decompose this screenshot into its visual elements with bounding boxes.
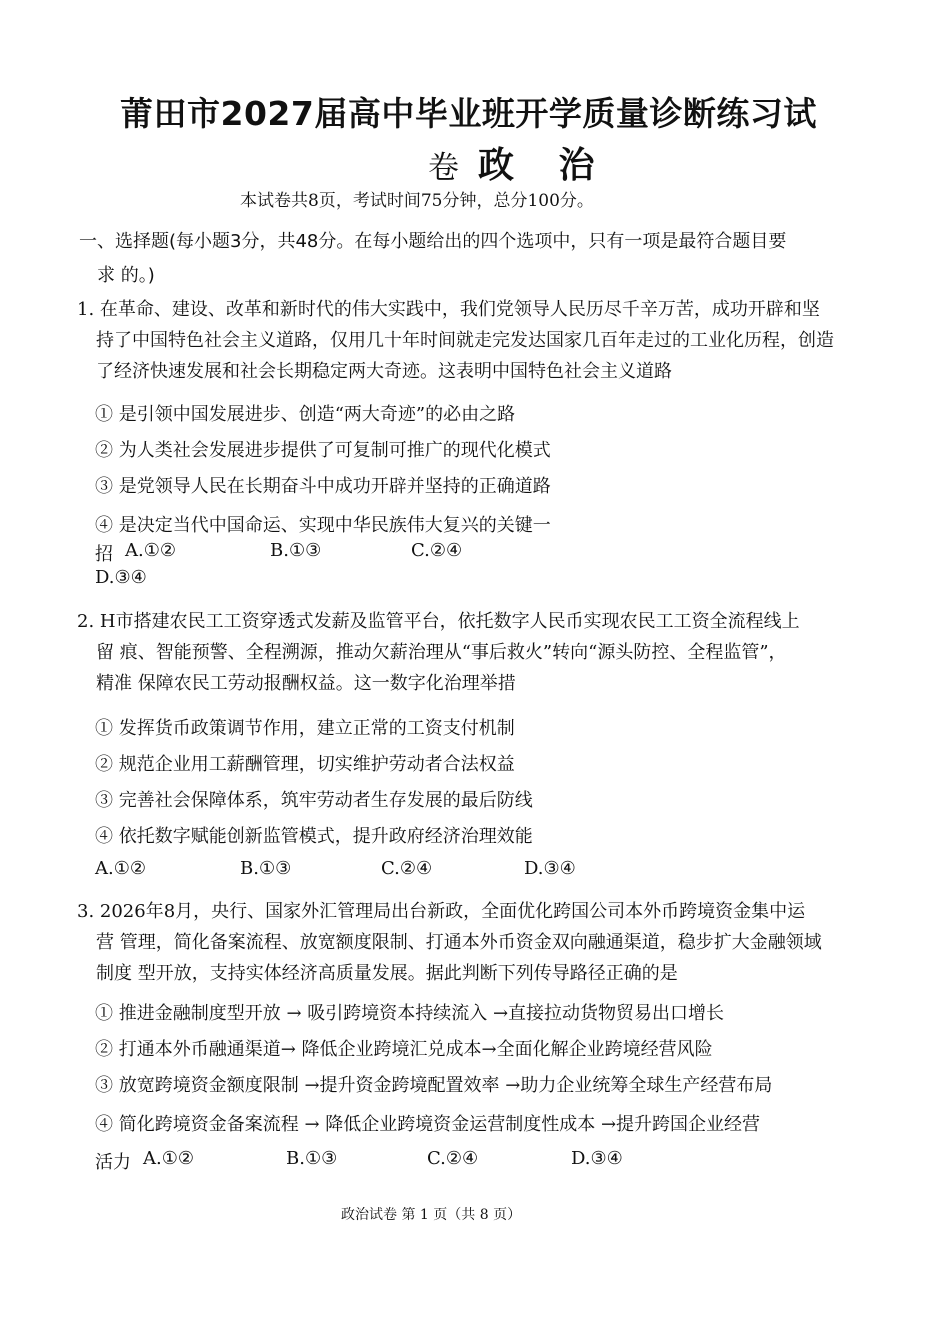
question-1-option-2: ② 为人类社会发展进步提供了可复制可推广的现代化模式 bbox=[95, 440, 551, 461]
question-2-answer-c[interactable]: C.②④ bbox=[381, 858, 433, 879]
question-1-stem-line: 1. 在革命、建设、改革和新时代的伟大实践中，我们党领导人民历尽千辛万苦，成功开辟和坚 bbox=[77, 299, 820, 320]
question-3-stem-line: 营 管理，简化备案流程、放宽额度限制、打通本外币资金双向融通渠道，稳步扩大金融领域 bbox=[96, 932, 822, 953]
question-3-option-3: ③ 放宽跨境资金额度限制 →提升资金跨境配置效率 →助力企业统筹全球生产经营布局 bbox=[95, 1075, 773, 1096]
question-1-answer-d[interactable]: D.③④ bbox=[95, 567, 147, 588]
question-3-answer-c[interactable]: C.②④ bbox=[427, 1148, 479, 1169]
question-2-option-2: ② 规范企业用工薪酬管理，切实维护劳动者合法权益 bbox=[95, 754, 515, 775]
question-3-option-2: ② 打通本外币融通渠道→ 降低企业跨境汇兑成本→全面化解企业跨境经营风险 bbox=[95, 1039, 713, 1060]
question-3-stem-line: 制度 型开放，支持实体经济高质量发展。据此判断下列传导路径正确的是 bbox=[96, 963, 678, 984]
question-3-option-1: ① 推进金融制度型开放 → 吸引跨境资本持续流入 →直接拉动货物贸易出口增长 bbox=[95, 1003, 725, 1024]
question-1-stem-line: 了经济快速发展和社会长期稳定两大奇迹。这表明中国特色社会主义道路 bbox=[96, 361, 672, 382]
exam-info: 本试卷共8页，考试时间75分钟，总分100分。 bbox=[240, 191, 594, 211]
question-3-answer-d[interactable]: D.③④ bbox=[571, 1148, 623, 1169]
question-1-option-4: ④ 是决定当代中国命运、实现中华民族伟大复兴的关键一 bbox=[95, 515, 551, 536]
question-2-answer-b[interactable]: B.①③ bbox=[240, 858, 292, 879]
question-1-answer-b[interactable]: B.①③ bbox=[270, 540, 322, 561]
question-2-answer-a[interactable]: A.①② bbox=[95, 858, 146, 879]
question-1-option-3: ③ 是党领导人民在长期奋斗中成功开辟并坚持的正确道路 bbox=[95, 476, 551, 497]
question-2-answer-d[interactable]: D.③④ bbox=[524, 858, 576, 879]
question-1-answer-c[interactable]: C.②④ bbox=[411, 540, 463, 561]
exam-title-line1: 莆田市2027届高中毕业班开学质量诊断练习试 bbox=[120, 94, 817, 133]
question-1-stem-line: 持了中国特色社会主义道路，仅用几十年时间就走完发达国家几百年走过的工业化历程，创造 bbox=[96, 330, 834, 351]
question-3-answer-a[interactable]: A.①② bbox=[143, 1148, 194, 1169]
section-heading-cont: 求 的。) bbox=[97, 265, 155, 286]
question-3-stem-line: 3. 2026年8月，央行、国家外汇管理局出台新政，全面优化跨国公司本外币跨境资金集中运 bbox=[77, 901, 806, 922]
question-1-option-4-wrap: 招 bbox=[95, 544, 113, 565]
subject-title: 政 治 bbox=[478, 145, 611, 186]
question-2-option-3: ③ 完善社会保障体系，筑牢劳动者生存发展的最后防线 bbox=[95, 790, 533, 811]
question-3-option-4: ④ 简化跨境资金备案流程 → 降低企业跨境资金运营制度性成本 →提升跨国企业经营 bbox=[95, 1114, 761, 1135]
section-heading: 一、选择题(每小题3分，共48分。在每小题给出的四个选项中，只有一项是最符合题目要 bbox=[79, 231, 787, 252]
exam-title-line2-prefix: 卷 bbox=[428, 150, 459, 186]
page-footer: 政治试卷 第 1 页（共 8 页） bbox=[341, 1207, 522, 1223]
question-2-option-4: ④ 依托数字赋能创新监管模式，提升政府经济治理效能 bbox=[95, 826, 533, 847]
question-2-stem-line: 精准 保障农民工劳动报酬权益。这一数字化治理举措 bbox=[96, 673, 516, 694]
question-2-stem-line: 留 痕、智能预警、全程溯源，推动欠薪治理从“事后救火”转向“源头防控、全程监管”， bbox=[96, 642, 787, 663]
question-1-option-1: ① 是引领中国发展进步、创造“两大奇迹”的必由之路 bbox=[95, 404, 516, 425]
question-2-stem-line: 2. H市搭建农民工工资穿透式发薪及监管平台，依托数字人民币实现农民工工资全流程线上 bbox=[77, 611, 800, 632]
question-2-option-1: ① 发挥货币政策调节作用，建立正常的工资支付机制 bbox=[95, 718, 515, 739]
question-3-answer-b[interactable]: B.①③ bbox=[286, 1148, 338, 1169]
question-1-answer-a[interactable]: A.①② bbox=[125, 540, 176, 561]
question-3-option-4-wrap: 活力 bbox=[95, 1152, 131, 1173]
